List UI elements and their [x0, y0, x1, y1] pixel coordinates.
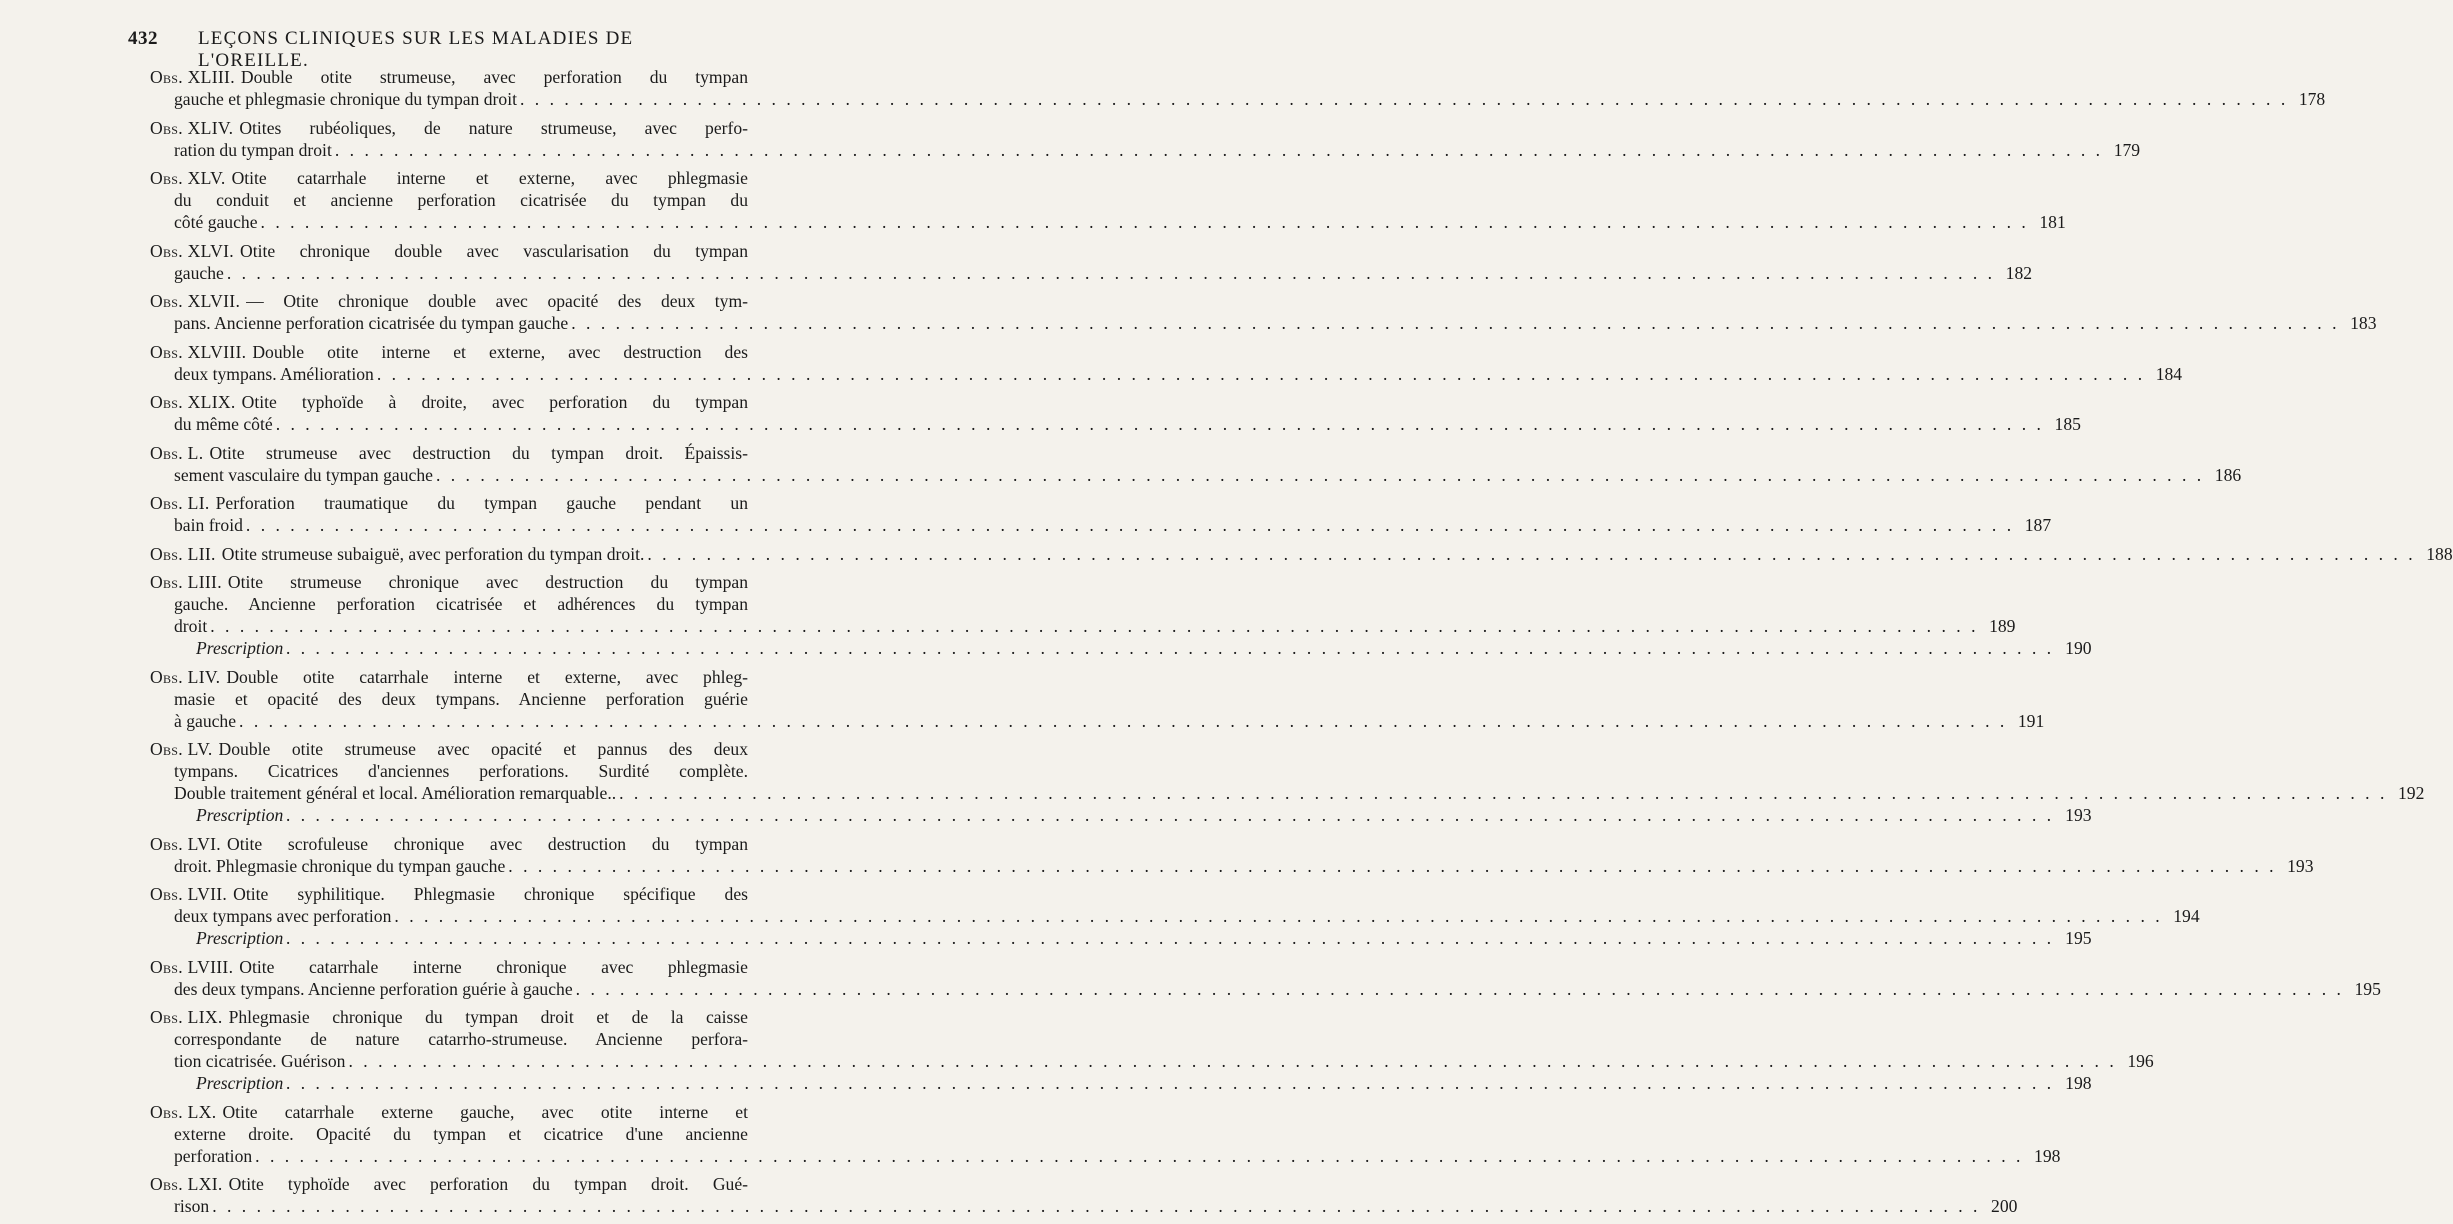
entry-line [150, 738, 748, 760]
toc-entry [150, 1101, 2061, 1167]
entry-page-number: 185 [2054, 414, 2081, 434]
entry-line [150, 139, 2141, 161]
entry-line [150, 514, 2052, 536]
dot-leader: . . . . . . . . . . . . . . . . . . . . . . . . . . . . . . . . . . . . . . . . . . . . . . . . . . . . . . . . . . . . . . . . . . . . . . . . . . . . . . . . . . . . . . . . . . . . . . . . . . . . . . . . . . . . . . . . . . . . . . . . [260, 212, 2029, 232]
entry-page-number: 182 [2005, 262, 2033, 283]
entry-text: masie et opacité des deux tympans. Ancienne perforation guérie [174, 688, 748, 709]
dot-leader: . . . . . . . . . . . . . . . . . . . . . . . . . . . . . . . . . . . . . . . . . . . . . . . . . . . . . . . . . . . . . . . . . . . . . . . . . . . . . . . . . . . . . . . . . . . . . . . . . . . . . . . . . . . . . . . . . . . . . . . . [286, 928, 2055, 948]
toc-entry [150, 571, 2092, 659]
entry-text: Otite catarrhale externe gauche, avec otite interne et [222, 1101, 748, 1122]
entry-line [150, 1123, 748, 1145]
entry-page-number: 187 [2024, 515, 2052, 535]
running-title: LEÇONS CLINIQUES SUR LES MALADIES DE L'OREILLE. [198, 28, 634, 71]
entry-text: côté gauche [174, 212, 258, 232]
entry-line [150, 442, 748, 464]
entry-text: — Otite chronique double avec opacité des deux tym- [246, 291, 748, 311]
entry-page-number: 195 [2354, 978, 2381, 999]
toc-entry [150, 66, 2326, 110]
entry-page-number: 200 [1991, 1196, 2018, 1216]
dot-leader: . . . . . . . . . . . . . . . . . . . . . . . . . . . . . . . . . . . . . . . . . . . . . . . . . . . . . . . . . . . . . . . . . . . . . . . . . . . . . . . . . . . . . . . . . . . . . . . . . . . . . . . . . . . . . . . . . . . . . . . . [212, 1196, 1981, 1216]
observation-number: Obs. LV. [150, 739, 213, 759]
dot-leader: . . . . . . . . . . . . . . . . . . . . . . . . . . . . . . . . . . . . . . . . . . . . . . . . . . . . . . . . . . . . . . . . . . . . . . . . . . . . . . . . . . . . . . . . . . . . . . . . . . . . . . . . . . . . . . . . . . . . . . . . [286, 1073, 2055, 1093]
entry-line [150, 1145, 2061, 1167]
prescription-page-number: 195 [2065, 928, 2092, 948]
entry-line [150, 883, 748, 905]
prescription-line [150, 637, 2092, 659]
entry-line [150, 464, 2242, 486]
observation-number: Obs. LII. [150, 543, 216, 564]
prescription-line [150, 1072, 2092, 1094]
toc-entry [150, 1006, 2154, 1094]
entry-page-number: 178 [2298, 89, 2326, 109]
observation-number: Obs. XLV. [150, 168, 226, 188]
dot-leader: . . . . . . . . . . . . . . . . . . . . . . . . . . . . . . . . . . . . . . . . . . . . . . . . . . . . . . . . . . . . . . . . . . . . . . . . . . . . . . . . . . . . . . . . . . . . . . . . . . . . . . . . . . . . . . . . . . . . . . . . [286, 805, 2055, 825]
dot-leader: . . . . . . . . . . . . . . . . . . . . . . . . . . . . . . . . . . . . . . . . . . . . . . . . . . . . . . . . . . . . . . . . . . . . . . . . . . . . . . . . . . . . . . . . . . . . . . . . . . . . . . . . . . . . . . . . . . . . . . . . [226, 262, 1996, 283]
entry-text: Otites rubéoliques, de nature strumeuse, avec perfo- [239, 117, 748, 138]
dot-leader: . . . . . . . . . . . . . . . . . . . . . . . . . . . . . . . . . . . . . . . . . . . . . . . . . . . . . . . . . . . . . . . . . . . . . . . . . . . . . . . . . . . . . . . . . . . . . . . . . . . . . . . . . . . . . . . . . . . . . . . . [334, 139, 2104, 160]
dot-leader: . . . . . . . . . . . . . . . . . . . . . . . . . . . . . . . . . . . . . . . . . . . . . . . . . . . . . . . . . . . . . . . . . . . . . . . . . . . . . . . . . . . . . . . . . . . . . . . . . . . . . . . . . . . . . . . . . . . . . . . . [348, 1051, 2117, 1071]
entry-line [150, 615, 2016, 637]
entry-line [150, 363, 2183, 385]
prescription-page-number: 193 [2065, 805, 2092, 825]
entry-line [150, 1028, 748, 1050]
entry-text: Otite catarrhale interne et externe, avec phlegmasie [231, 168, 748, 188]
dot-leader: . . . . . . . . . . . . . . . . . . . . . . . . . . . . . . . . . . . . . . . . . . . . . . . . . . . . . . . . . . . . . . . . . . . . . . . . . . . . . . . . . . . . . . . . . . . . . . . . . . . . . . . . . . . . . . . . . . . . . . . . [255, 1145, 2024, 1166]
dot-leader: . . . . . . . . . . . . . . . . . . . . . . . . . . . . . . . . . . . . . . . . . . . . . . . . . . . . . . . . . . . . . . . . . . . . . . . . . . . . . . . . . . . . . . . . . . . . . . . . . . . . . . . . . . . . . . . . . . . . . . . . [575, 978, 2344, 999]
toc-entry [150, 543, 2453, 565]
observation-number: Obs. LIX. [150, 1007, 223, 1027]
toc-entry [150, 666, 2045, 732]
dot-leader: . . . . . . . . . . . . . . . . . . . . . . . . . . . . . . . . . . . . . . . . . . . . . . . . . . . . . . . . . . . . . . . . . . . . . . . . . . . . . . . . . . . . . . . . . . . . . . . . . . . . . . . . . . . . . . . . . . . . . . . . [619, 783, 2388, 803]
entry-line [150, 782, 2425, 804]
entry-text: Otite typhoïde à droite, avec perforation du tympan [241, 392, 748, 412]
entry-line [150, 833, 748, 855]
table-of-contents [150, 66, 2453, 1224]
entry-text: Perforation traumatique du tympan gauche pendant un [215, 493, 748, 513]
entry-text: Otite catarrhale interne chronique avec phlegmasie [239, 956, 748, 977]
observation-number: Obs. LX. [150, 1101, 217, 1122]
entry-line [150, 1195, 2018, 1217]
entry-text: Double traitement général et local. Amélioration remarquable.. [174, 783, 617, 803]
entry-line [150, 391, 748, 413]
entry-text: tion cicatrisée. Guérison [174, 1051, 346, 1071]
toc-entry [150, 167, 2066, 233]
dot-leader: . . . . . . . . . . . . . . . . . . . . . . . . . . . . . . . . . . . . . . . . . . . . . . . . . . . . . . . . . . . . . . . . . . . . . . . . . . . . . . . . . . . . . . . . . . . . . . . . . . . . . . . . . . . . . . . . . . . . . . . . [210, 616, 1979, 636]
observation-number: Obs. LVII. [150, 884, 228, 904]
entry-text: Double otite strumeuse, avec perforation du tympan [240, 67, 748, 87]
toc-entry [150, 442, 2242, 486]
entry-text: deux tympans. Amélioration [174, 363, 374, 384]
entry-text: Otite scrofuleuse chronique avec destruction du tympan [226, 833, 748, 854]
entry-page-number: 194 [2173, 906, 2200, 926]
dot-leader: . . . . . . . . . . . . . . . . . . . . . . . . . . . . . . . . . . . . . . . . . . . . . . . . . . . . . . . . . . . . . . . . . . . . . . . . . . . . . . . . . . . . . . . . . . . . . . . . . . . . . . . . . . . . . . . . . . . . . . . . [239, 710, 2008, 731]
entry-line [150, 312, 2377, 334]
dot-leader: . . . . . . . . . . . . . . . . . . . . . . . . . . . . . . . . . . . . . . . . . . . . . . . . . . . . . . . . . . . . . . . . . . . . . . . . . . . . . . . . . . . . . . . . . . . . . . . . . . . . . . . . . . . . . . . . . . . . . . . . [245, 515, 2015, 535]
entry-text: gauche et phlegmasie chronique du tympan droit [174, 89, 517, 109]
prescription-page-number: 198 [2065, 1073, 2092, 1093]
observation-number: Obs. LIII. [150, 572, 222, 592]
entry-page-number: 192 [2397, 783, 2425, 803]
toc-entry [150, 1173, 2018, 1217]
entry-page-number: 179 [2113, 139, 2141, 160]
entry-text: gauche [174, 262, 224, 283]
entry-page-number: 181 [2039, 212, 2066, 232]
entry-text: Double otite strumeuse avec opacité et pannus des deux [218, 739, 748, 759]
entry-text: Double otite interne et externe, avec destruction des [252, 341, 748, 362]
entry-page-number: 186 [2214, 464, 2242, 485]
entry-text: des deux tympans. Ancienne perforation guérie à gauche [174, 978, 573, 999]
entry-line [150, 290, 748, 312]
entry-text: Otite strumeuse avec destruction du tympan droit. Épaissis- [209, 442, 748, 463]
entry-line [150, 543, 2453, 565]
entry-line [150, 117, 748, 139]
prescription-label: Prescription [196, 928, 284, 948]
page-number: 432 [128, 28, 158, 49]
entry-text: du conduit et ancienne perforation cicatrisée du tympan du [174, 190, 748, 210]
toc-entry [150, 833, 2314, 877]
entry-line [150, 413, 2081, 435]
dot-leader: . . . . . . . . . . . . . . . . . . . . . . . . . . . . . . . . . . . . . . . . . . . . . . . . . . . . . . . . . . . . . . . . . . . . . . . . . . . . . . . . . . . . . . . . . . . . . . . . . . . . . . . . . . . . . . . . . . . . . . . . [286, 638, 2055, 658]
toc-entry [150, 117, 2141, 161]
entry-text: Double otite catarrhale interne et externe, avec phleg- [226, 666, 748, 687]
entry-page-number: 193 [2287, 855, 2314, 876]
entry-line [150, 956, 748, 978]
entry-text: droit. Phlegmasie chronique du tympan gauche [174, 855, 506, 876]
prescription-label: Prescription [196, 805, 284, 825]
observation-number: Obs. LVIII. [150, 956, 234, 977]
dot-leader: . . . . . . . . . . . . . . . . . . . . . . . . . . . . . . . . . . . . . . . . . . . . . . . . . . . . . . . . . . . . . . . . . . . . . . . . . . . . . . . . . . . . . . . . . . . . . . . . . . . . . . . . . . . . . . . . . . . . . . . . [571, 313, 2340, 333]
entry-text: tympans. Cicatrices d'anciennes perforations. Surdité complète. [174, 761, 748, 781]
entry-text: bain froid [174, 515, 243, 535]
observation-number: Obs. XLVIII. [150, 341, 247, 362]
entry-line [150, 666, 748, 688]
entry-line [150, 855, 2314, 877]
entry-line [150, 571, 748, 593]
toc-entry [150, 290, 2377, 334]
entry-line [150, 710, 2045, 732]
observation-number: Obs. XLIX. [150, 392, 236, 412]
prescription-line [150, 804, 2092, 826]
prescription-page-number: 190 [2065, 638, 2092, 658]
entry-text: Otite syphilitique. Phlegmasie chronique spécifique des [233, 884, 748, 904]
dot-leader: . . . . . . . . . . . . . . . . . . . . . . . . . . . . . . . . . . . . . . . . . . . . . . . . . . . . . . . . . . . . . . . . . . . . . . . . . . . . . . . . . . . . . . . . . . . . . . . . . . . . . . . . . . . . . . . . . . . . . . . . [519, 89, 2289, 109]
prescription-label: Prescription [196, 1073, 284, 1093]
observation-number: Obs. L. [150, 442, 204, 463]
entry-text: sement vasculaire du tympan gauche [174, 464, 433, 485]
observation-number: Obs. LI. [150, 493, 210, 513]
dot-leader: . . . . . . . . . . . . . . . . . . . . . . . . . . . . . . . . . . . . . . . . . . . . . . . . . . . . . . . . . . . . . . . . . . . . . . . . . . . . . . . . . . . . . . . . . . . . . . . . . . . . . . . . . . . . . . . . . . . . . . . . [394, 906, 2163, 926]
entry-line [150, 240, 748, 262]
entry-text: gauche. Ancienne perforation cicatrisée et adhérences du tympan [174, 594, 748, 614]
entry-text: deux tympans avec perforation [174, 906, 392, 926]
entry-page-number: 189 [1989, 616, 2016, 636]
entry-text: rison [174, 1196, 210, 1216]
entry-line [150, 88, 2326, 110]
entry-line [150, 1101, 748, 1123]
observation-number: Obs. XLIV. [150, 117, 234, 138]
observation-number: Obs. LXI. [150, 1174, 223, 1194]
entry-text: pans. Ancienne perforation cicatrisée du tympan gauche [174, 313, 569, 333]
entry-line [150, 211, 2066, 233]
entry-line [150, 760, 748, 782]
entry-line [150, 492, 748, 514]
entry-page-number: 183 [2350, 313, 2377, 333]
toc-entry [150, 391, 2081, 435]
entry-line [150, 189, 748, 211]
entry-line [150, 1050, 2154, 1072]
entry-page-number: 196 [2127, 1051, 2154, 1071]
entry-text: à gauche [174, 710, 237, 731]
toc-entry [150, 341, 2183, 385]
entry-text: du même côté [174, 414, 273, 434]
prescription-line [150, 927, 2092, 949]
entry-line [150, 905, 2200, 927]
entry-line [150, 341, 748, 363]
entry-line [150, 1173, 748, 1195]
dot-leader: . . . . . . . . . . . . . . . . . . . . . . . . . . . . . . . . . . . . . . . . . . . . . . . . . . . . . . . . . . . . . . . . . . . . . . . . . . . . . . . . . . . . . . . . . . . . . . . . . . . . . . . . . . . . . . . . . . . . . . . . [435, 464, 2205, 485]
entry-line [150, 1006, 748, 1028]
entry-text: externe droite. Opacité du tympan et cicatrice d'une ancienne [174, 1123, 748, 1144]
dot-leader: . . . . . . . . . . . . . . . . . . . . . . . . . . . . . . . . . . . . . . . . . . . . . . . . . . . . . . . . . . . . . . . . . . . . . . . . . . . . . . . . . . . . . . . . . . . . . . . . . . . . . . . . . . . . . . . . . . . . . . . . [647, 543, 2416, 564]
toc-entry [150, 956, 2381, 1000]
entry-text: ration du tympan droit [174, 139, 332, 160]
entry-text: correspondante de nature catarrho-strumeuse. Ancienne perfora- [174, 1029, 748, 1049]
entry-line [150, 688, 748, 710]
prescription-label: Prescription [196, 638, 284, 658]
toc-entry [150, 492, 2052, 536]
toc-entry [150, 883, 2200, 949]
entry-text: Otite strumeuse chronique avec destruction du tympan [227, 572, 748, 592]
entry-page-number: 198 [2034, 1145, 2061, 1166]
entry-line [150, 167, 748, 189]
observation-number: Obs. XLVI. [150, 240, 234, 261]
observation-number: Obs. LVI. [150, 833, 221, 854]
entry-line [150, 262, 2033, 284]
entry-page-number: 188 [2426, 543, 2453, 564]
toc-entry [150, 738, 2425, 826]
observation-number: Obs. LIV. [150, 666, 221, 687]
dot-leader: . . . . . . . . . . . . . . . . . . . . . . . . . . . . . . . . . . . . . . . . . . . . . . . . . . . . . . . . . . . . . . . . . . . . . . . . . . . . . . . . . . . . . . . . . . . . . . . . . . . . . . . . . . . . . . . . . . . . . . . . [376, 363, 2146, 384]
dot-leader: . . . . . . . . . . . . . . . . . . . . . . . . . . . . . . . . . . . . . . . . . . . . . . . . . . . . . . . . . . . . . . . . . . . . . . . . . . . . . . . . . . . . . . . . . . . . . . . . . . . . . . . . . . . . . . . . . . . . . . . . [275, 414, 2044, 434]
entry-page-number: 184 [2155, 363, 2183, 384]
entry-page-number: 191 [2017, 710, 2045, 731]
entry-text: Otite chronique double avec vascularisation du tympan [239, 240, 748, 261]
observation-number: Obs. XLIII. [150, 67, 235, 87]
entry-text: perforation [174, 1145, 253, 1166]
entry-line [150, 978, 2381, 1000]
observation-number: Obs. XLVII. [150, 291, 241, 311]
entry-text: Otite strumeuse subaiguë, avec perforation du tympan droit. [221, 543, 645, 564]
entry-line [150, 66, 748, 88]
dot-leader: . . . . . . . . . . . . . . . . . . . . . . . . . . . . . . . . . . . . . . . . . . . . . . . . . . . . . . . . . . . . . . . . . . . . . . . . . . . . . . . . . . . . . . . . . . . . . . . . . . . . . . . . . . . . . . . . . . . . . . . . [508, 855, 2277, 876]
toc-entry [150, 240, 2033, 284]
entry-text: Phlegmasie chronique du tympan droit et de la caisse [228, 1007, 748, 1027]
entry-line [150, 593, 748, 615]
entry-text: droit [174, 616, 208, 636]
entry-text: Otite typhoïde avec perforation du tympan droit. Gué- [228, 1174, 748, 1194]
